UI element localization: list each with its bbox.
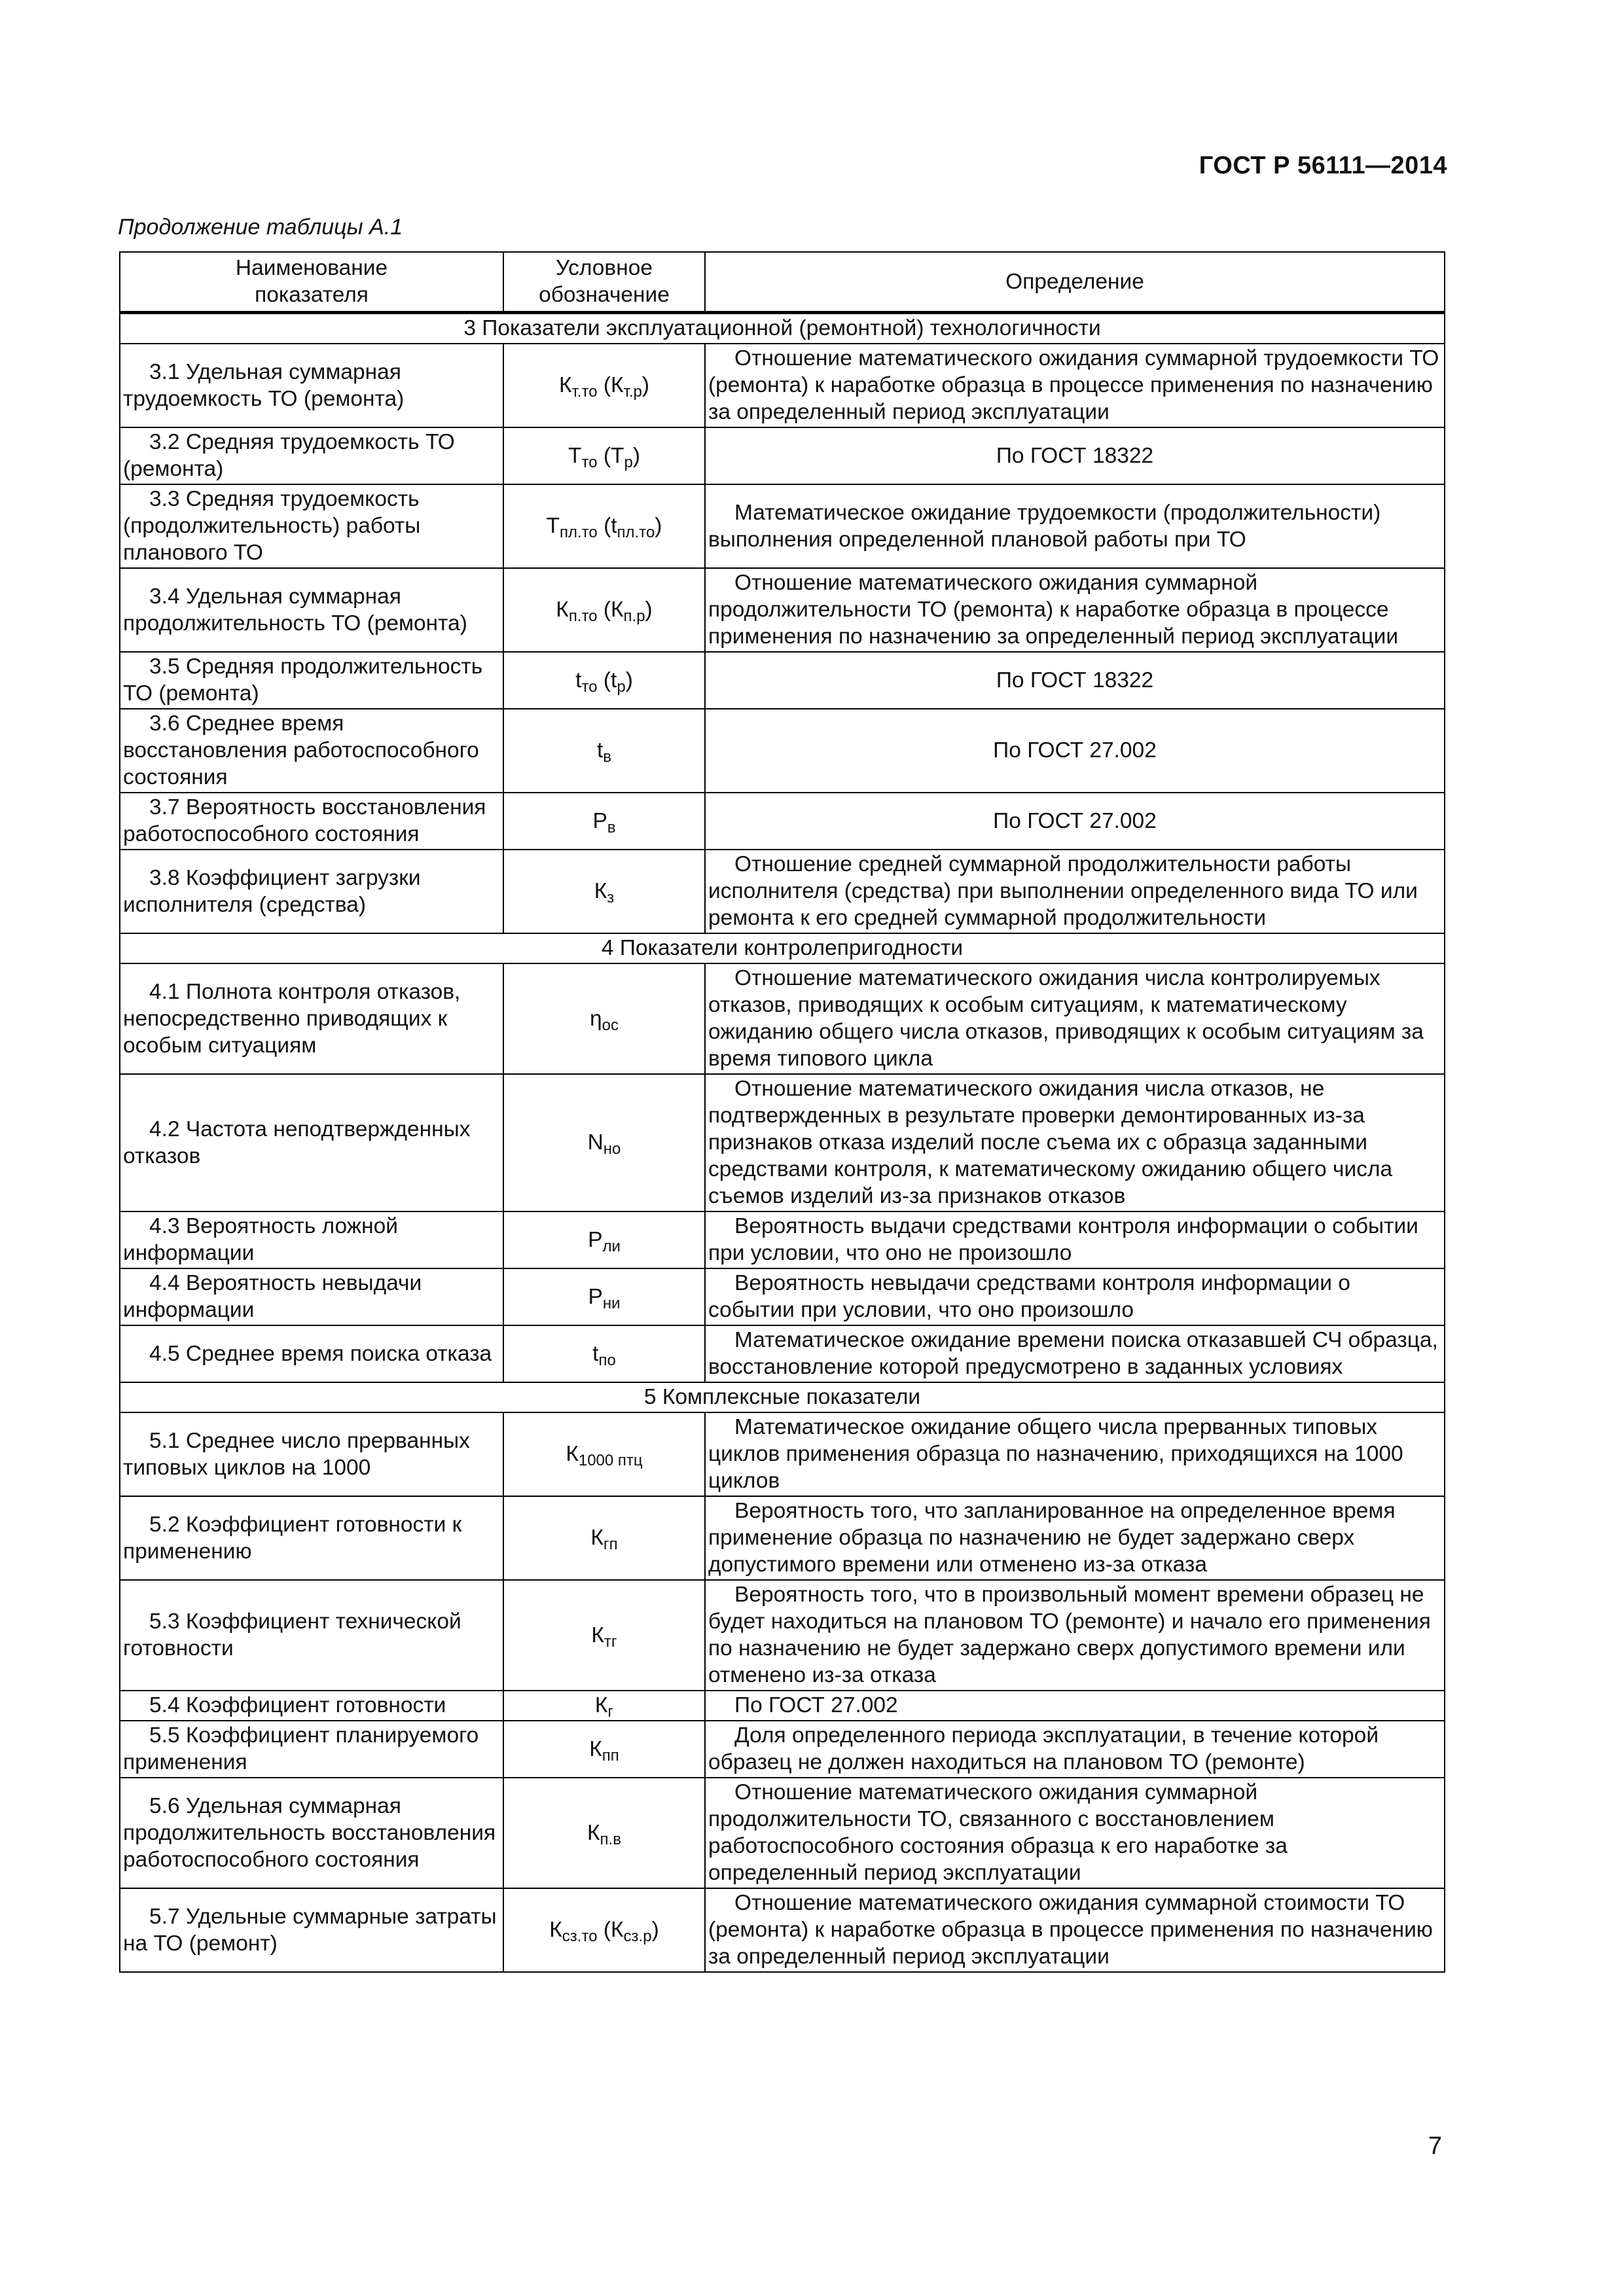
indicator-definition: Математическое ожидание общего числа прерванных типовых циклов применения образца по назначению, приходящихся на 1000 циклов xyxy=(705,1412,1445,1496)
header-definition: Определение xyxy=(705,252,1445,313)
indicator-name: 4.4 Вероятность невыдачи информации xyxy=(120,1268,503,1325)
indicator-name: 5.7 Удельные суммарные затраты на ТО (ремонт) xyxy=(120,1888,503,1972)
indicator-symbol: $К_{тг}$ xyxy=(503,1580,705,1691)
symbol-subscript: п.то xyxy=(568,607,598,625)
symbol-subscript: р xyxy=(624,453,633,471)
table-row xyxy=(120,963,1445,1074)
table-row xyxy=(120,1691,1445,1721)
symbol-subscript: г xyxy=(607,1703,614,1721)
indicator-name: 5.4 Коэффициент готовности xyxy=(120,1691,503,1721)
indicator-symbol: $N_{но}$ xyxy=(503,1074,705,1211)
indicator-definition: Вероятность того, что запланированное на определенное время применение образца по назначению не будет задержано сверх допустимого времени или отменено из-за отказа xyxy=(705,1496,1445,1580)
indicator-definition: Отношение средней суммарной продолжительности работы исполнителя (средства) при выполнении определенного вида ТО или ремонта к его средней суммарной продолжительности xyxy=(705,850,1445,933)
indicator-definition: Отношение математического ожидания числа контролируемых отказов, приводящих к особым ситуациям, к математическому ожиданию общего числа отказов, приводящих к особым ситуациям за время типового цикла xyxy=(705,963,1445,1074)
section-title: 5 Комплексные показатели xyxy=(120,1382,1445,1412)
page-number: 7 xyxy=(1428,2132,1442,2160)
indicator-name: 4.1 Полнота контроля отказов, непосредственно приводящих к особым ситуациям xyxy=(120,963,503,1074)
table-row xyxy=(120,484,1445,568)
indicator-symbol: $t_{то}$ $(t_р)$ xyxy=(503,652,705,709)
table-row xyxy=(120,709,1445,793)
indicator-definition: По ГОСТ 18322 xyxy=(705,427,1445,484)
indicator-definition: Отношение математического ожидания суммарной продолжительности ТО, связанного с восстановлением работоспособного состояния образца к его наработке за определенный период эксплуатации xyxy=(705,1778,1445,1888)
indicator-name: 5.3 Коэффициент технической готовности xyxy=(120,1580,503,1691)
symbol-subscript: пп xyxy=(602,1746,619,1765)
table-row xyxy=(120,793,1445,850)
indicator-name: 3.8 Коэффициент загрузки исполнителя (средства) xyxy=(120,850,503,933)
symbol-subscript: пл.то xyxy=(617,524,655,541)
section-title: 3 Показатели эксплуатационной (ремонтной) технологичности xyxy=(120,313,1445,344)
indicators-table xyxy=(119,251,1445,1973)
indicator-definition: По ГОСТ 27.002 xyxy=(705,709,1445,793)
symbol-subscript: тг xyxy=(604,1632,617,1651)
indicator-symbol: $К_з$ xyxy=(503,850,705,933)
symbol-subscript: р xyxy=(617,677,626,696)
symbol-subscript: но xyxy=(603,1140,621,1158)
table-row xyxy=(120,427,1445,484)
symbol-subscript: т.р xyxy=(623,383,642,401)
indicator-symbol: $К_{п.в}$ xyxy=(503,1778,705,1888)
table-row xyxy=(120,1268,1445,1325)
section-row xyxy=(120,933,1445,963)
symbol-subscript: п.р xyxy=(623,607,645,625)
symbol-subscript: то xyxy=(581,453,598,471)
table-row xyxy=(120,1412,1445,1496)
indicator-symbol: $Р_{ли}$ xyxy=(503,1211,705,1268)
indicator-definition: По ГОСТ 27.002 xyxy=(705,793,1445,850)
indicator-name: 5.6 Удельная суммарная продолжительность восстановления работоспособного состояния xyxy=(120,1778,503,1888)
indicator-symbol: $К_{т.то}$ $(К_{т.р})$ xyxy=(503,344,705,427)
indicator-symbol: $К_{п.то}$ $(К_{п.р})$ xyxy=(503,568,705,652)
section-row xyxy=(120,313,1445,344)
indicator-symbol: $К_{сз.то}$ $(К_{сз.р})$ xyxy=(503,1888,705,1972)
table-row xyxy=(120,1580,1445,1691)
indicator-name: 4.2 Частота неподтвержденных отказов xyxy=(120,1074,503,1211)
symbol-subscript: в xyxy=(607,818,616,836)
indicator-name: 3.7 Вероятность восстановления работоспособного состояния xyxy=(120,793,503,850)
table-body xyxy=(120,313,1445,1973)
indicator-name: 5.2 Коэффициент готовности к применению xyxy=(120,1496,503,1580)
indicator-name: 5.5 Коэффициент планируемого применения xyxy=(120,1721,503,1778)
indicator-definition: Отношение математического ожидания суммарной трудоемкости ТО (ремонта) к наработке образца в процессе применения по назначению за определенный период эксплуатации xyxy=(705,344,1445,427)
indicator-name: 3.6 Среднее время восстановления работоспособного состояния xyxy=(120,709,503,793)
indicator-definition: Доля определенного периода эксплуатации, в течение которой образец не должен находиться на плановом ТО (ремонте) xyxy=(705,1721,1445,1778)
indicator-symbol: $К_{1000 птц}$ xyxy=(503,1412,705,1496)
table-row xyxy=(120,1211,1445,1268)
header-name: Наименование показателя xyxy=(120,252,503,313)
table-row xyxy=(120,1778,1445,1888)
symbol-subscript: то xyxy=(581,677,598,696)
indicator-symbol: $К_{пп}$ xyxy=(503,1721,705,1778)
symbol-subscript: по xyxy=(598,1351,616,1369)
indicator-symbol: $\eta_{ос}$ xyxy=(503,963,705,1074)
indicator-definition: Вероятность выдачи средствами контроля информации о событии при условии, что оно не произошло xyxy=(705,1211,1445,1268)
indicator-definition: Математическое ожидание времени поиска отказавшей СЧ образца, восстановление которой предусмотрено в заданных условиях xyxy=(705,1325,1445,1382)
section-row xyxy=(120,1382,1445,1412)
indicator-name: 4.3 Вероятность ложной информации xyxy=(120,1211,503,1268)
indicator-symbol: $Т_{пл.то}$ $(t_{пл.то})$ xyxy=(503,484,705,568)
table-row xyxy=(120,568,1445,652)
symbol-subscript: з xyxy=(607,889,615,906)
indicator-definition: По ГОСТ 27.002 xyxy=(705,1691,1445,1721)
table-row xyxy=(120,652,1445,709)
header-symbol: Условное обозначение xyxy=(503,252,705,313)
indicator-name: 3.3 Средняя трудоемкость (продолжительность) работы планового ТО xyxy=(120,484,503,568)
standard-designation: ГОСТ Р 56111—2014 xyxy=(1199,152,1447,179)
indicator-symbol: $К_{гп}$ xyxy=(503,1496,705,1580)
indicator-symbol: $t_{по}$ xyxy=(503,1325,705,1382)
indicator-definition: Математическое ожидание трудоемкости (продолжительности) выполнения определенной плановой работы при ТО xyxy=(705,484,1445,568)
indicator-definition: Отношение математического ожидания суммарной продолжительности ТО (ремонта) к наработке образца в процессе применения по назначению за определенный период эксплуатации xyxy=(705,568,1445,652)
indicator-definition: По ГОСТ 18322 xyxy=(705,652,1445,709)
table-row xyxy=(120,1325,1445,1382)
indicator-name: 3.4 Удельная суммарная продолжительность ТО (ремонта) xyxy=(120,568,503,652)
symbol-subscript: сз.р xyxy=(623,1928,652,1945)
indicator-definition: Вероятность невыдачи средствами контроля информации о событии при условии, что оно произошло xyxy=(705,1268,1445,1325)
symbol-subscript: гп xyxy=(603,1535,618,1553)
table-row xyxy=(120,1888,1445,1972)
symbol-subscript: п.в xyxy=(600,1830,621,1848)
table-row xyxy=(120,1721,1445,1778)
indicator-symbol: $К_г$ xyxy=(503,1691,705,1721)
indicator-name: 3.2 Средняя трудоемкость ТО (ремонта) xyxy=(120,427,503,484)
symbol-subscript: ни xyxy=(602,1294,621,1312)
symbol-subscript: пл.то xyxy=(560,524,598,541)
table-header-row xyxy=(120,252,1445,313)
table-row xyxy=(120,850,1445,933)
table-row xyxy=(120,1496,1445,1580)
indicator-definition: Отношение математического ожидания суммарной стоимости ТО (ремонта) к наработке образца в процессе применения по назначению за определенный период эксплуатации xyxy=(705,1888,1445,1972)
symbol-subscript: в xyxy=(603,748,612,766)
table-row xyxy=(120,344,1445,427)
indicator-symbol: $t_в$ xyxy=(503,709,705,793)
symbol-subscript: т.то xyxy=(571,383,598,401)
indicator-symbol: $Р_{ни}$ xyxy=(503,1268,705,1325)
indicator-name: 5.1 Среднее число прерванных типовых циклов на 1000 xyxy=(120,1412,503,1496)
indicator-symbol: $Р_в$ xyxy=(503,793,705,850)
indicator-symbol: $Т_{то}$ $(Т_р)$ xyxy=(503,427,705,484)
symbol-subscript: 1000 птц xyxy=(578,1452,643,1469)
section-title: 4 Показатели контролепригодности xyxy=(120,933,1445,963)
indicator-definition: Отношение математического ожидания числа отказов, не подтвержденных в результате проверки демонтированных из-за признаков отказа изделий после съема их с образца заданными средствами контроля, к математическому ожиданию общего числа съемов изделий из-за признаков отказов xyxy=(705,1074,1445,1211)
indicator-name: 3.1 Удельная суммарная трудоемкость ТО (ремонта) xyxy=(120,344,503,427)
indicator-name: 4.5 Среднее время поиска отказа xyxy=(120,1325,503,1382)
indicator-name: 3.5 Средняя продолжительность ТО (ремонта) xyxy=(120,652,503,709)
symbol-subscript: сз.то xyxy=(562,1928,598,1945)
table-caption: Продолжение таблицы А.1 xyxy=(118,215,403,240)
symbol-subscript: ос xyxy=(602,1016,619,1034)
indicator-definition: Вероятность того, что в произвольный момент времени образец не будет находиться на плановом ТО (ремонте) и начало его применения по назначению не будет задержано сверх допустимого времени или отменено из-за отказа xyxy=(705,1580,1445,1691)
table-row xyxy=(120,1074,1445,1211)
symbol-subscript: ли xyxy=(602,1237,621,1255)
